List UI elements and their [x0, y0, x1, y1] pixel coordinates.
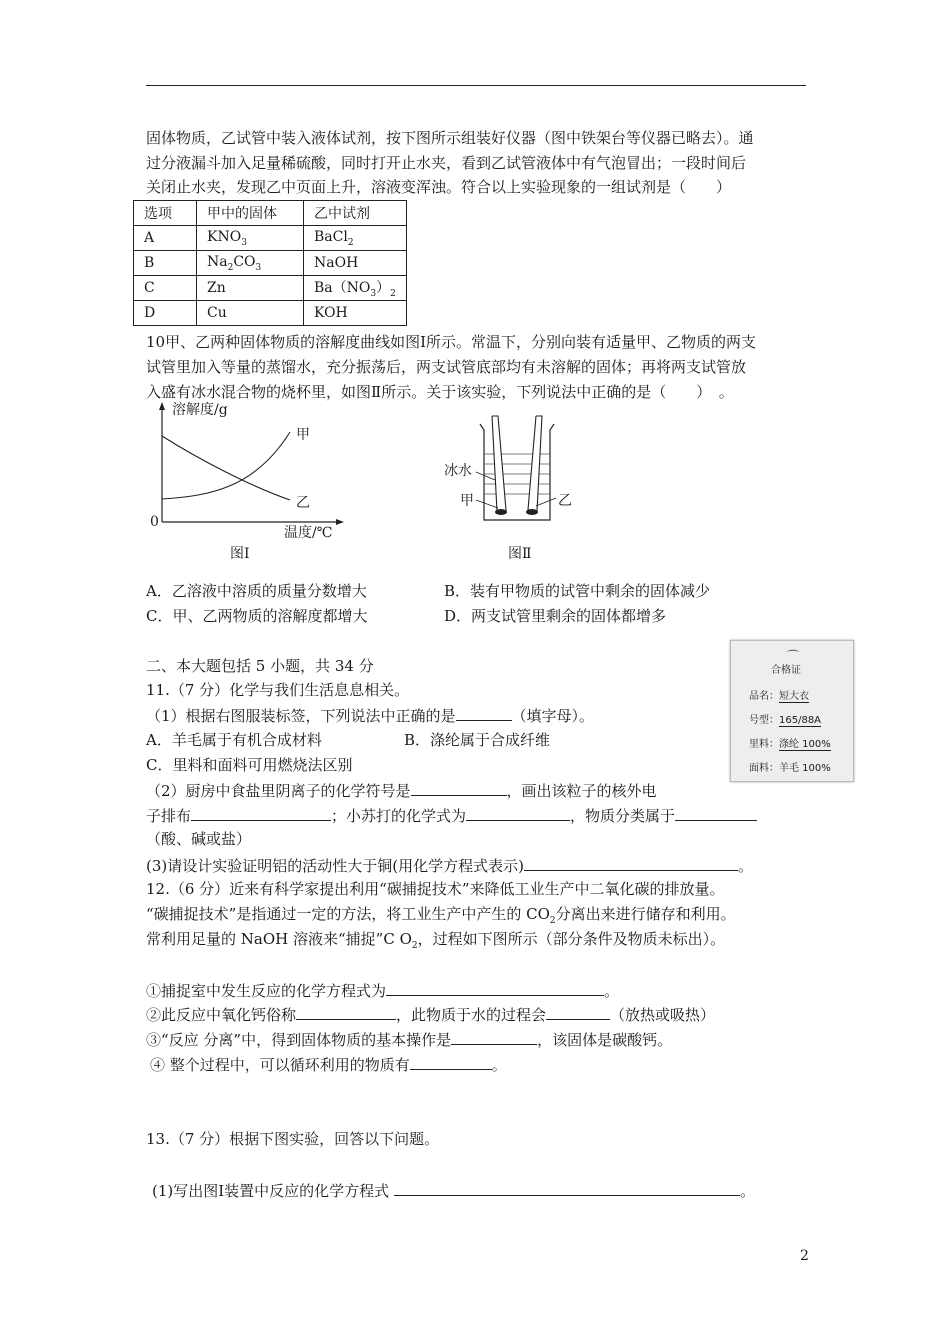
answer-blank[interactable]: [524, 855, 738, 871]
answer-blank[interactable]: [296, 1004, 396, 1020]
x-axis-label: 温度/℃: [284, 525, 333, 541]
q9-line-3: 关闭止水夹，发现乙中页面上升，溶液变浑浊。符合以上实验现象的一组试剂是（ ）: [146, 178, 732, 196]
table-header: 选项: [134, 201, 197, 226]
table-cell: $Na_2CO_3$: [197, 251, 304, 276]
table-cell: $Ba(NO_3)_2$: [304, 276, 407, 301]
table-row: [134, 226, 407, 251]
q12-part2: ②此反应中氧化钙俗称 ，此物质于水的过程会 （放热或吸热）: [146, 1006, 716, 1024]
q10-line-2: 试管里加入等量的蒸馏水，充分振荡后，两支试管底部均有未溶解的固体；再将两支试管放: [146, 358, 747, 376]
table-row: [134, 276, 407, 301]
answer-blank[interactable]: [675, 805, 757, 821]
q11-option-b: B．涤纶属于合成纤维: [404, 731, 551, 749]
q12-stem-line3: 常利用足量的 NaOH 溶液来“捕捉”C $O_2$，过程如下图所示（部分条件及物质未标出）。: [146, 930, 726, 951]
tube-yi-label: 乙: [558, 493, 572, 509]
table-cell: NaOH: [304, 251, 407, 276]
option-a: A．乙溶液中溶质的质量分数增大: [146, 582, 367, 600]
tube-jia-label: 甲: [460, 493, 474, 509]
q12-stem-line1: 12.（6 分）近来有科学家提出利用“碳捕捉技术”来降低工业生产中二氧化碳的排放量。: [146, 880, 725, 898]
certificate-title: 合格证: [771, 665, 801, 676]
q9-options-table: [133, 200, 407, 326]
q11-part3: (3)请设计实验证明铝的活动性大于铜(用化学方程式表示) 。: [146, 857, 753, 875]
q10-line-1: 10甲、乙两种固体物质的溶解度曲线如图Ⅰ所示。常温下，分别向装有适量甲、乙物质的两支: [146, 333, 757, 351]
option-c: C．甲、乙两物质的溶解度都增大: [146, 607, 368, 625]
curve-yi-label: 乙: [296, 495, 310, 511]
q13-stem: 13.（7 分）根据下图实验，回答以下问题。: [146, 1130, 440, 1148]
curve-jia-label: 甲: [296, 427, 310, 443]
answer-blank[interactable]: [394, 1180, 740, 1196]
option-d: D．两支试管里剩余的固体都增多: [444, 607, 667, 625]
q12-stem-line2: “碳捕捉技术”是指通过一定的方法，将工业生产中产生的 $CO_2$分离出来进行储存和利用。: [146, 905, 736, 926]
tube-yi: [528, 416, 542, 513]
table-cell: C: [134, 276, 197, 301]
curve-yi: [162, 436, 290, 500]
table-header: 甲中的固体: [197, 201, 304, 226]
table-row: [134, 251, 407, 276]
x-axis-arrow: [336, 519, 344, 525]
origin-label: 0: [150, 514, 159, 530]
answer-blank[interactable]: [411, 780, 507, 796]
q11-stem: 11.（7 分）化学与我们生活息息相关。: [146, 681, 410, 699]
y-axis-arrow: [159, 402, 165, 410]
answer-blank[interactable]: [451, 1029, 537, 1045]
figure2-caption: 图Ⅱ: [508, 546, 532, 562]
solid-yi: [526, 509, 538, 515]
answer-blank[interactable]: [456, 705, 512, 721]
q13-part1: (1)写出图Ⅰ装置中反应的化学方程式 。: [152, 1182, 755, 1200]
clothing-certificate-label: [730, 640, 854, 782]
answer-blank[interactable]: [191, 805, 331, 821]
table-cell: B: [134, 251, 197, 276]
table-row: [134, 301, 407, 326]
q12-part4: ④ 整个过程中，可以循环利用的物质有 。: [150, 1056, 507, 1074]
table-cell: KOH: [304, 301, 407, 326]
q11-option-c: C．里料和面料可用燃烧法区别: [146, 756, 353, 774]
ice-water-label: 冰水: [444, 463, 472, 479]
answer-blank[interactable]: [546, 1004, 610, 1020]
table-cell: $KNO_3$: [197, 226, 304, 251]
q10-line-3: 入盛有冰水混合物的烧杯里，如图Ⅱ所示。关于该实验，下列说法中正确的是（ ） 。: [146, 383, 734, 401]
table-cell: BaCl$_2$: [304, 226, 407, 251]
q11-part2-line2: 子排布 ；小苏打的化学式为 ，物质分类属于: [146, 805, 757, 826]
table-cell: A: [134, 226, 197, 251]
q9-line-2: 过分液漏斗加入足量稀硫酸，同时打开止水夹，看到乙试管液体中有气泡冒出；一段时间后: [146, 154, 747, 172]
hanger-hole-icon: ⌒: [787, 649, 800, 663]
answer-blank[interactable]: [410, 1054, 492, 1070]
table-cell: Cu: [197, 301, 304, 326]
header-rule: [146, 85, 806, 86]
figure1-caption: 图Ⅰ: [230, 546, 250, 562]
certificate-lining-row: 里料：涤纶 100%: [749, 739, 831, 750]
answer-blank[interactable]: [386, 980, 604, 996]
q11-part2-line1: （2）厨房中食盐里阴离子的化学符号是 ，画出该粒子的核外电: [146, 782, 657, 800]
answer-blank[interactable]: [466, 805, 570, 821]
certificate-size-row: 号型：165/88A: [749, 715, 822, 726]
section-2-heading: 二、本大题包括 5 小题，共 34 分: [146, 657, 374, 675]
q11-part1: （1）根据右图服装标签，下列说法中正确的是 （填字母）。: [146, 707, 595, 725]
certificate-name-row: 品名：短大衣: [749, 691, 809, 702]
solid-jia: [495, 509, 507, 515]
q11-option-a: A．羊毛属于有机合成材料: [146, 731, 322, 749]
curve-jia: [162, 432, 290, 499]
table-cell: D: [134, 301, 197, 326]
q12-part3: ③“反应 分离”中，得到固体物质的基本操作是 ，该固体是碳酸钙。: [146, 1031, 673, 1049]
tube-jia: [492, 416, 506, 513]
q11-part2-line3: （酸、碱或盐）: [146, 830, 252, 848]
table-cell: Zn: [197, 276, 304, 301]
option-b: B．装有甲物质的试管中剩余的固体减少: [444, 582, 711, 600]
certificate-fabric-row: 面料：羊毛 100%: [749, 763, 831, 774]
q9-line-1: 固体物质，乙试管中装入液体试剂，按下图所示组装好仪器（图中铁架台等仪器已略去）。通: [146, 129, 754, 147]
page-number: 2: [800, 1248, 809, 1264]
y-axis-label: 溶解度/g: [172, 402, 228, 418]
table-header-row: [134, 201, 407, 226]
q12-part1: ①捕捉室中发生反应的化学方程式为 。: [146, 982, 620, 1000]
table-header: 乙中试剂: [304, 201, 407, 226]
